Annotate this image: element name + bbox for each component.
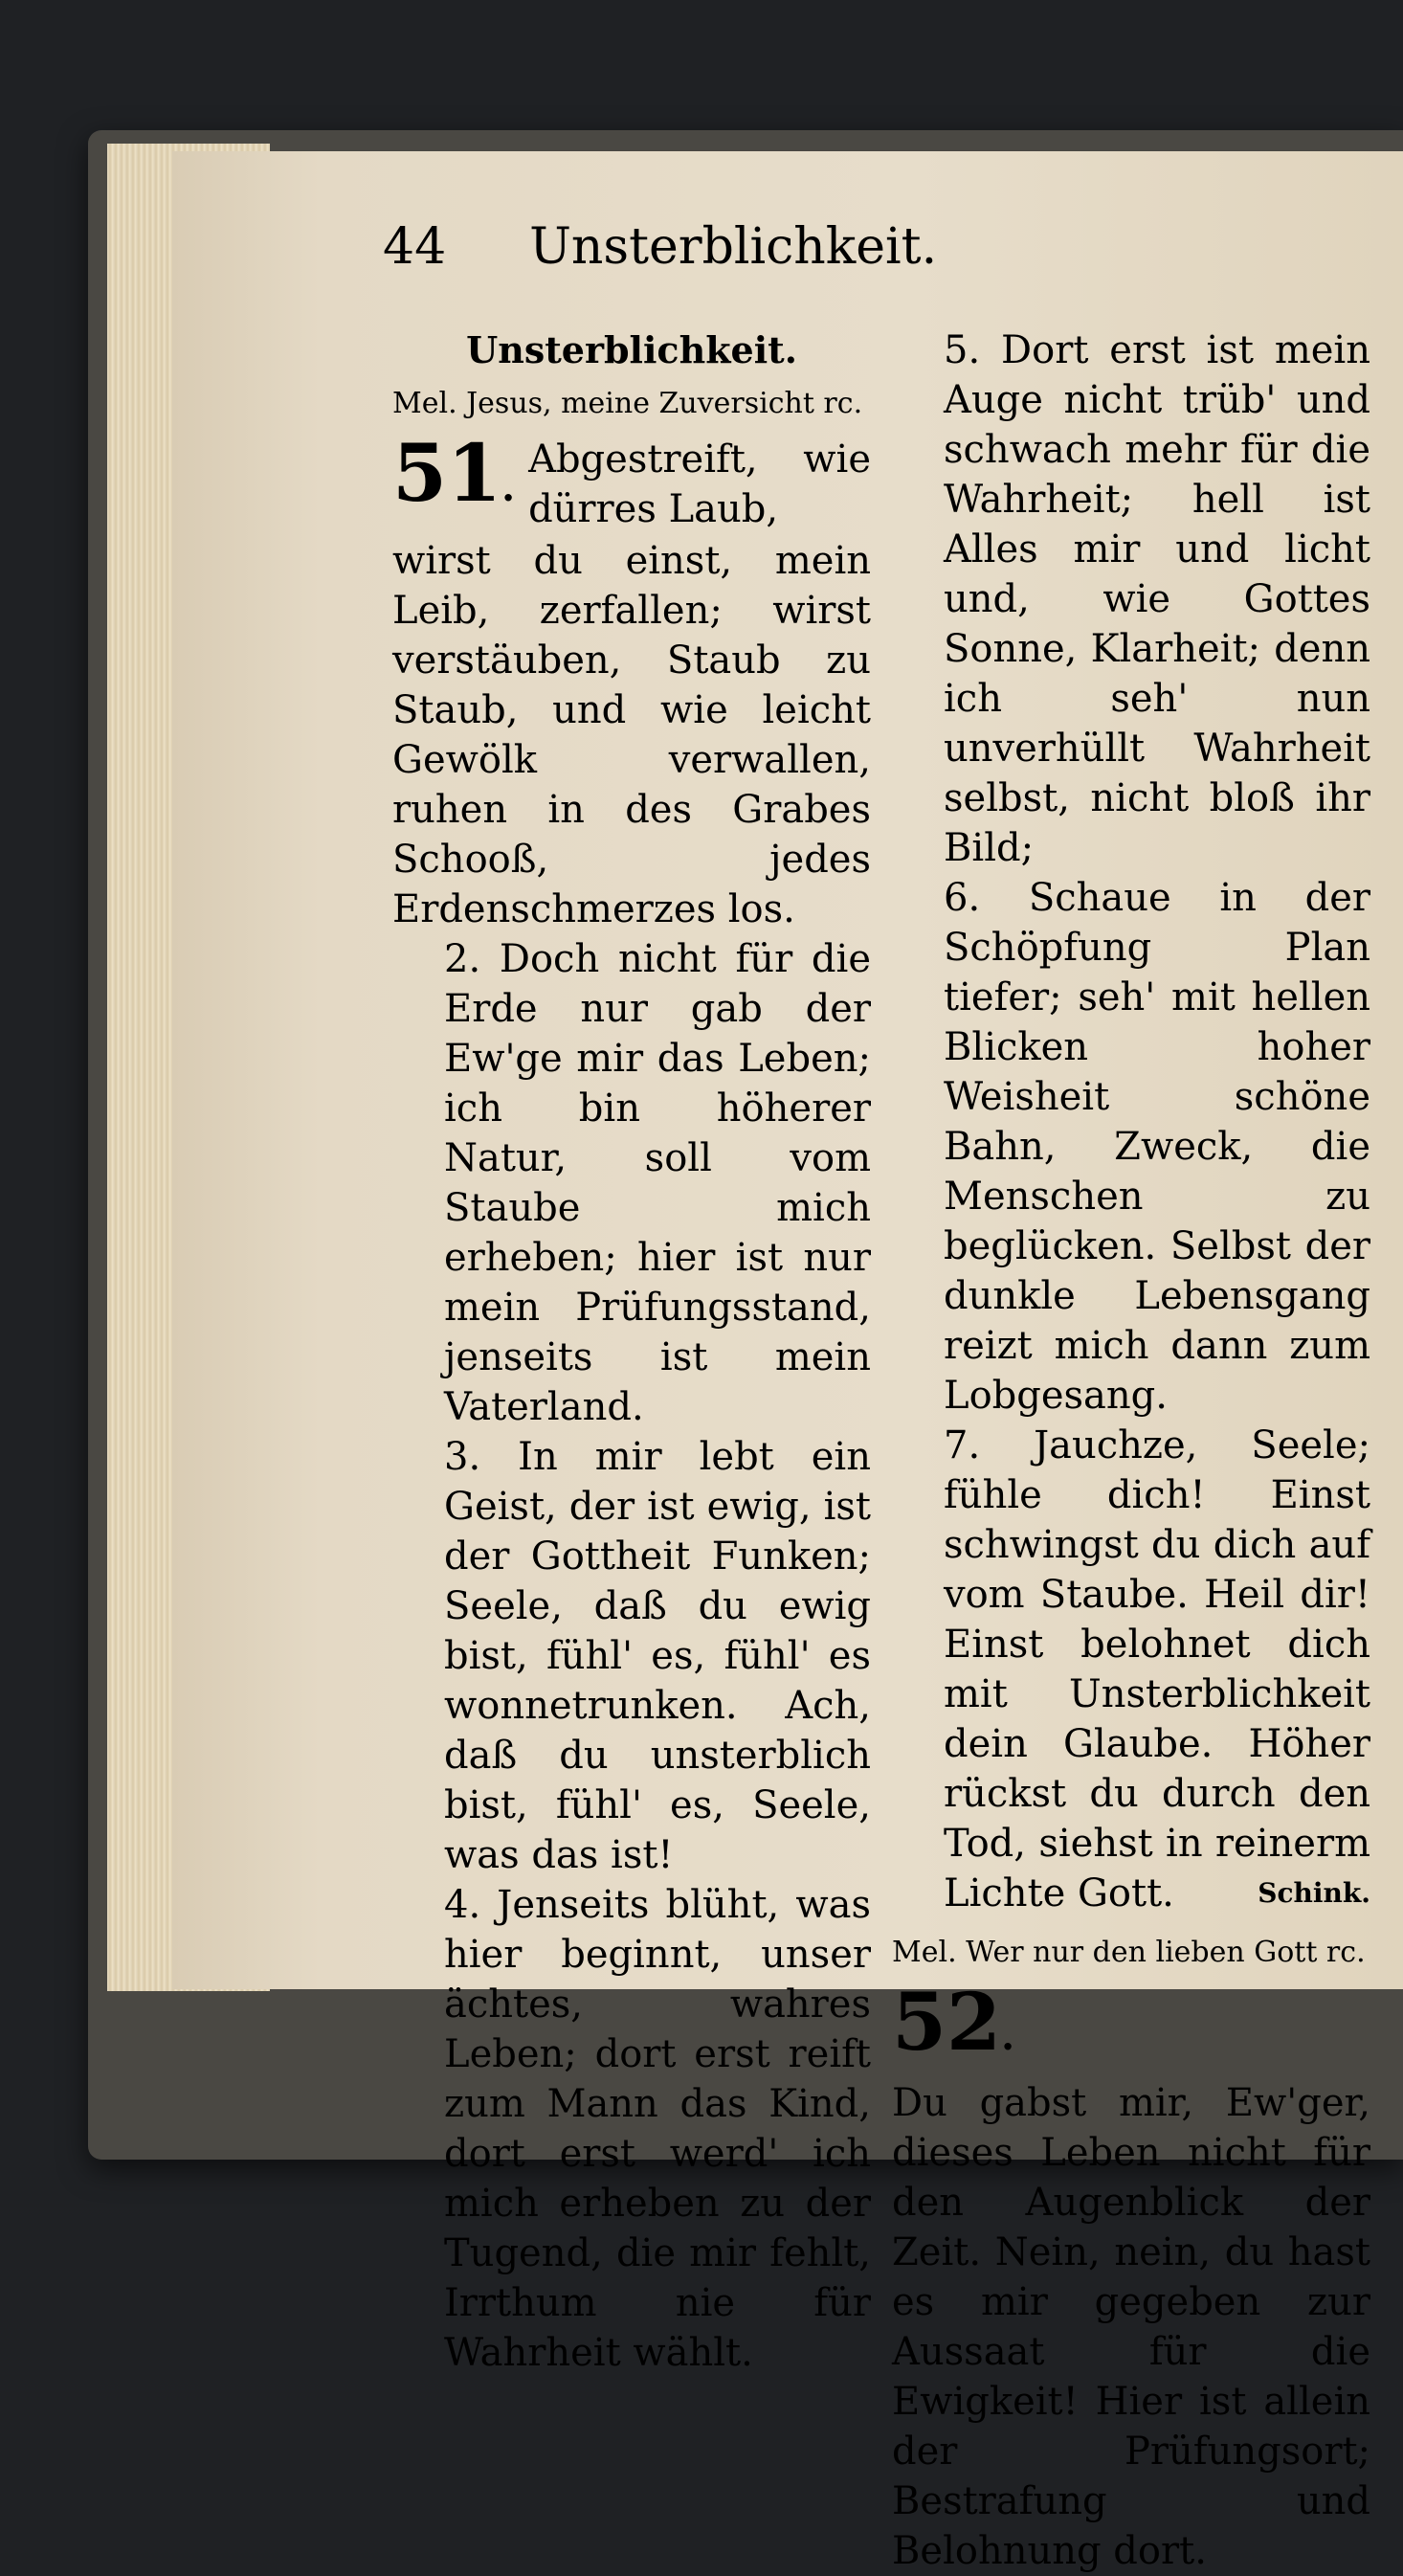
- hymn-51-start: [392, 428, 871, 534]
- hymn-51-verse-3: 3. In mir lebt ein Geist, der ist ewig, ist der Gottheit Funken; Seele, daß du ewig bist, fühl' es, fühl' es wonnetrunken. Ach, daß du unsterblich bist, fühl' es, Seele, was das ist!: [444, 1435, 871, 1877]
- hymn-51-author: Schink.: [1258, 1877, 1370, 1909]
- hymn-51-first-lines: Abgestreift, wie dürres Laub,: [528, 437, 871, 531]
- hymn-51-title: Unsterblichkeit.: [466, 328, 797, 371]
- right-column: [892, 325, 1370, 2576]
- page-number: 44: [383, 218, 447, 276]
- hymn-52-melody: Mel. Wer nur den lieben Gott rc.: [892, 1936, 1366, 1969]
- hymn-51-melody: Mel. Jesus, meine Zuversicht rc.: [392, 387, 863, 420]
- hymn-51-verse-2: 2. Doch nicht für die Erde nur gab der Ew'ge mir das Leben; ich bin höherer Natur, soll vom Staube mich erheben; hier ist nur mein Prüfungsstand, jenseits ist mein Vaterland.: [444, 937, 871, 1429]
- running-title: Unsterblichkeit.: [529, 218, 938, 276]
- hymn-52-start: [892, 1977, 1370, 2076]
- hymn-51-verse-4: 4. Jenseits blüht, was hier beginnt, unser ächtes, wahres Leben; dort erst reift zum Mann das Kind, dort erst werd' ich mich erheben zu der Tugend, die mir fehlt, Irrthum nie für Wahrheit wählt.: [444, 1883, 871, 2375]
- hymn-51-verse-5: 5. Dort erst ist mein Auge nicht trüb' und schwach mehr für die Wahrheit; hell ist Alles mir und licht und, wie Gottes Sonne, Klarheit; denn ich seh' nun unverhüllt Wahrheit selbst, nicht bloß ihr Bild;: [944, 328, 1370, 870]
- hymn-52-number: 52.: [892, 1977, 1015, 2069]
- hymn-51-verse-7: 7. Jauchze, Seele; fühle dich! Einst schwingst du dich auf vom Staube. Heil dir! Einst belohnet dich mit Unsterblichkeit dein Glaube. Höher rückst du durch den Tod, siehst in reinerm Lichte Gott.: [944, 1423, 1370, 1915]
- hymn-51-verse-1: wirst du einst, mein Leib, zerfallen; wirst verstäuben, Staub zu Staub, und wie leicht Gewölk verwallen, ruhen in des Grabes Schooß, jedes Erdenschmerzes los.: [392, 539, 871, 931]
- running-head: [383, 218, 1020, 276]
- left-column: [392, 325, 871, 2378]
- hymn-51-verse-6: 6. Schaue in der Schöpfung Plan tiefer; seh' mit hellen Blicken hoher Weisheit schöne Bahn, Zweck, die Menschen zu beglücken. Selbst der dunkle Lebensgang reizt mich dann zum Lobgesang.: [944, 876, 1370, 1418]
- hymn-51-number: 51.: [392, 428, 516, 520]
- hymn-52-text: Du gabst mir, Ew'ger, dieses Leben nicht für den Augenblick der Zeit. Nein, nein, du hast es mir gegeben zur Aussaat für die Ewigkeit! Hier ist allein der Prüfungsort; Bestrafung und Belohnung dort.: [892, 2081, 1370, 2573]
